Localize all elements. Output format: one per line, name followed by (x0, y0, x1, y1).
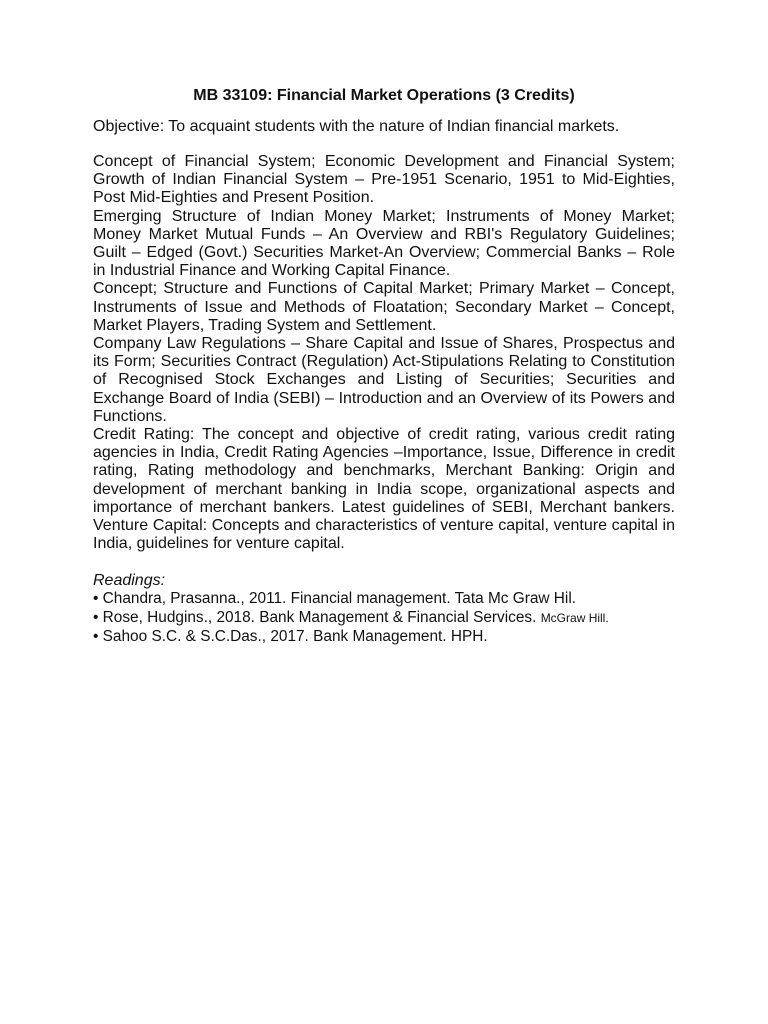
reading-text: • Rose, Hudgins., 2018. Bank Management & Financial Services. (93, 609, 541, 627)
readings-heading: Readings: (93, 572, 166, 590)
syllabus-paragraph-5: Credit Rating: The concept and objective of credit rating, various credit rating agencies in India, Credit Rating Agencies –Importance, Issue, Difference in credit rating, Rating methodology and benchmarks, Merchant Banking: Origin and development of merchant banking in India scope, organizational aspects and importance of merchant bankers. Latest guidelines of SEBI, Merchant bankers. Venture Capital: Concepts and characteristics of venture capital, venture capital in India, guidelines for venture capital. (93, 426, 675, 553)
document-page (93, 86, 675, 646)
reading-item (93, 590, 675, 609)
reading-text: • Chandra, Prasanna., 2011. Financial management. Tata Mc Graw Hil. (93, 590, 577, 608)
syllabus-paragraph-4: Company Law Regulations – Share Capital and Issue of Shares, Prospectus and its Form; Securities Contract (Regulation) Act-Stipulations Relating to Constitution of Recognised Stock Exchanges and Listing of Securities; Securities and Exchange Board of India (SEBI) – Introduction and an Overview of its Powers and Functions. (93, 335, 675, 425)
reading-item (93, 609, 675, 628)
syllabus-paragraph-3: Concept; Structure and Functions of Capital Market; Primary Market – Concept, Instruments of Issue and Methods of Floatation; Secondary Market – Concept, Market Players, Trading System and Settlement. (93, 280, 675, 334)
syllabus-paragraph-1: Concept of Financial System; Economic Development and Financial System; Growth of Indian Financial System – Pre-1951 Scenario, 1951 to Mid-Eighties, Post Mid-Eighties and Present Position. (93, 153, 675, 207)
reading-publisher: McGraw Hill. (540, 611, 609, 626)
reading-item (93, 628, 675, 647)
objective-text: Objective: To acquaint students with the nature of Indian financial markets. (93, 118, 620, 135)
course-title: MB 33109: Financial Market Operations (3 Credits) (193, 87, 575, 104)
syllabus-paragraph-2: Emerging Structure of Indian Money Market; Instruments of Money Market; Money Market Mutual Funds – An Overview and RBI's Regulatory Guidelines; Guilt – Edged (Govt.) Securities Market-An Overview; Commercial Banks – Role in Industrial Finance and Working Capital Finance. (93, 207, 675, 280)
reading-text: • Sahoo S.C. & S.C.Das., 2017. Bank Management. HPH. (93, 627, 488, 645)
